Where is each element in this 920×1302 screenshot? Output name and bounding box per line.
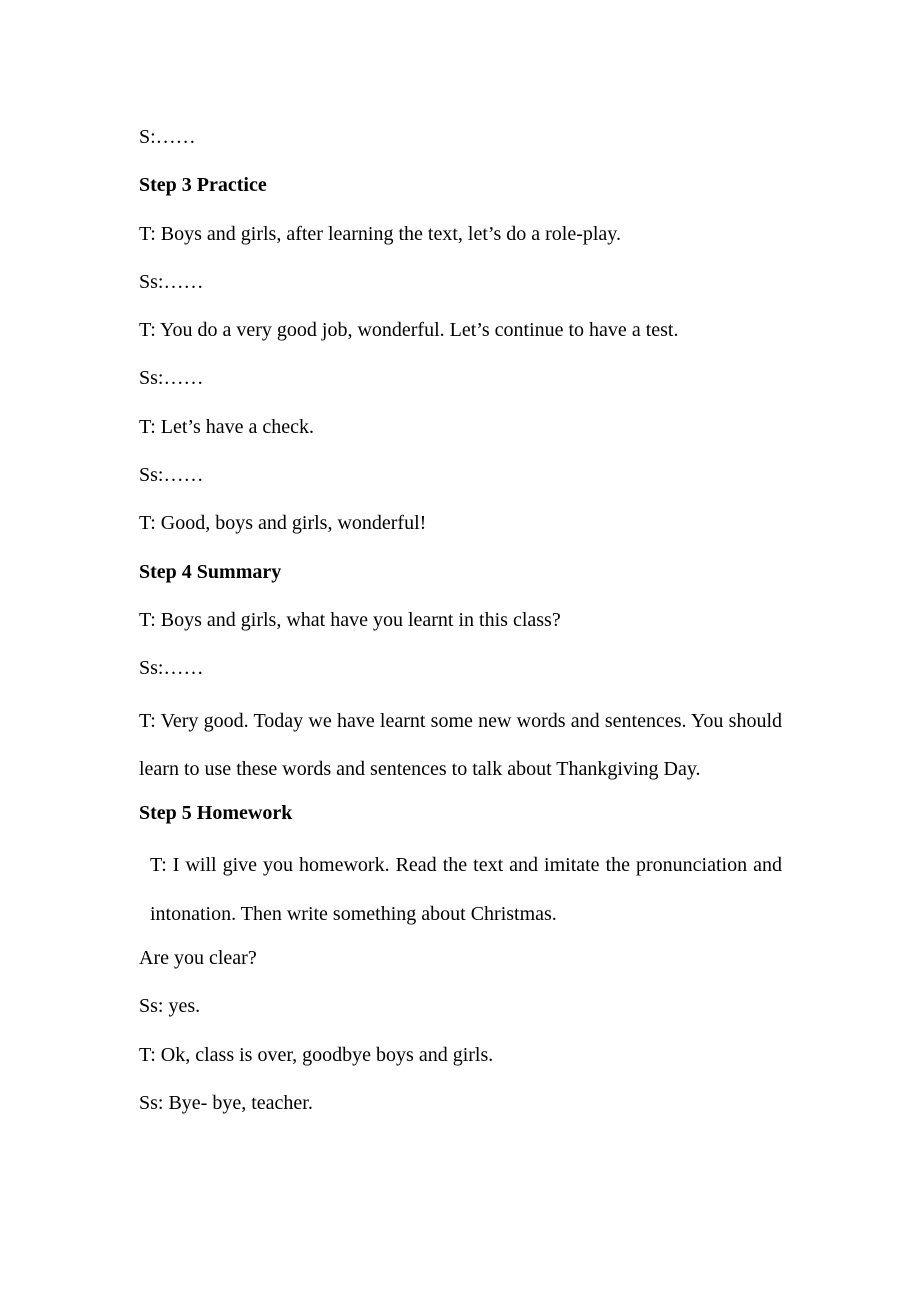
teacher-summary-paragraph: T: Very good. Today we have learnt some new words and sentences. You should learn to use these words and sentences to talk about Thankgiving Day. <box>139 709 782 780</box>
lesson-plan-text <box>139 117 782 1131</box>
teacher-test-line: T: You do a very good job, wonderful. Let’s continue to have a test. <box>139 319 679 342</box>
students-reply-line: Ss:…… <box>139 657 204 680</box>
teacher-over-line: T: Ok, class is over, goodbye boys and girls. <box>139 1043 494 1066</box>
student-reply-line: S:…… <box>139 126 196 148</box>
teacher-homework-paragraph: T: I will give you homework. Read the text and imitate the pronunciation and intonation. Then write something about Christmas. <box>150 854 782 925</box>
students-yes-line: Ss: yes. <box>139 995 201 1018</box>
step3-heading: Step 3 Practice <box>139 174 267 197</box>
step4-heading: Step 4 Summary <box>139 560 282 583</box>
students-reply-line: Ss:…… <box>139 367 204 390</box>
teacher-check-line: T: Let’s have a check. <box>139 415 315 438</box>
students-bye-line: Ss: Bye- bye, teacher. <box>139 1091 313 1114</box>
teacher-roleplay-line: T: Boys and girls, after learning the text, let’s do a role-play. <box>139 222 622 245</box>
teacher-question-line: T: Boys and girls, what have you learnt in this class? <box>139 608 561 631</box>
students-reply-line: Ss:…… <box>139 270 204 293</box>
teacher-good-line: T: Good, boys and girls, wonderful! <box>139 512 427 535</box>
teacher-clear-line: Are you clear? <box>139 947 257 970</box>
students-reply-line: Ss:…… <box>139 464 204 487</box>
step5-heading: Step 5 Homework <box>139 802 293 825</box>
